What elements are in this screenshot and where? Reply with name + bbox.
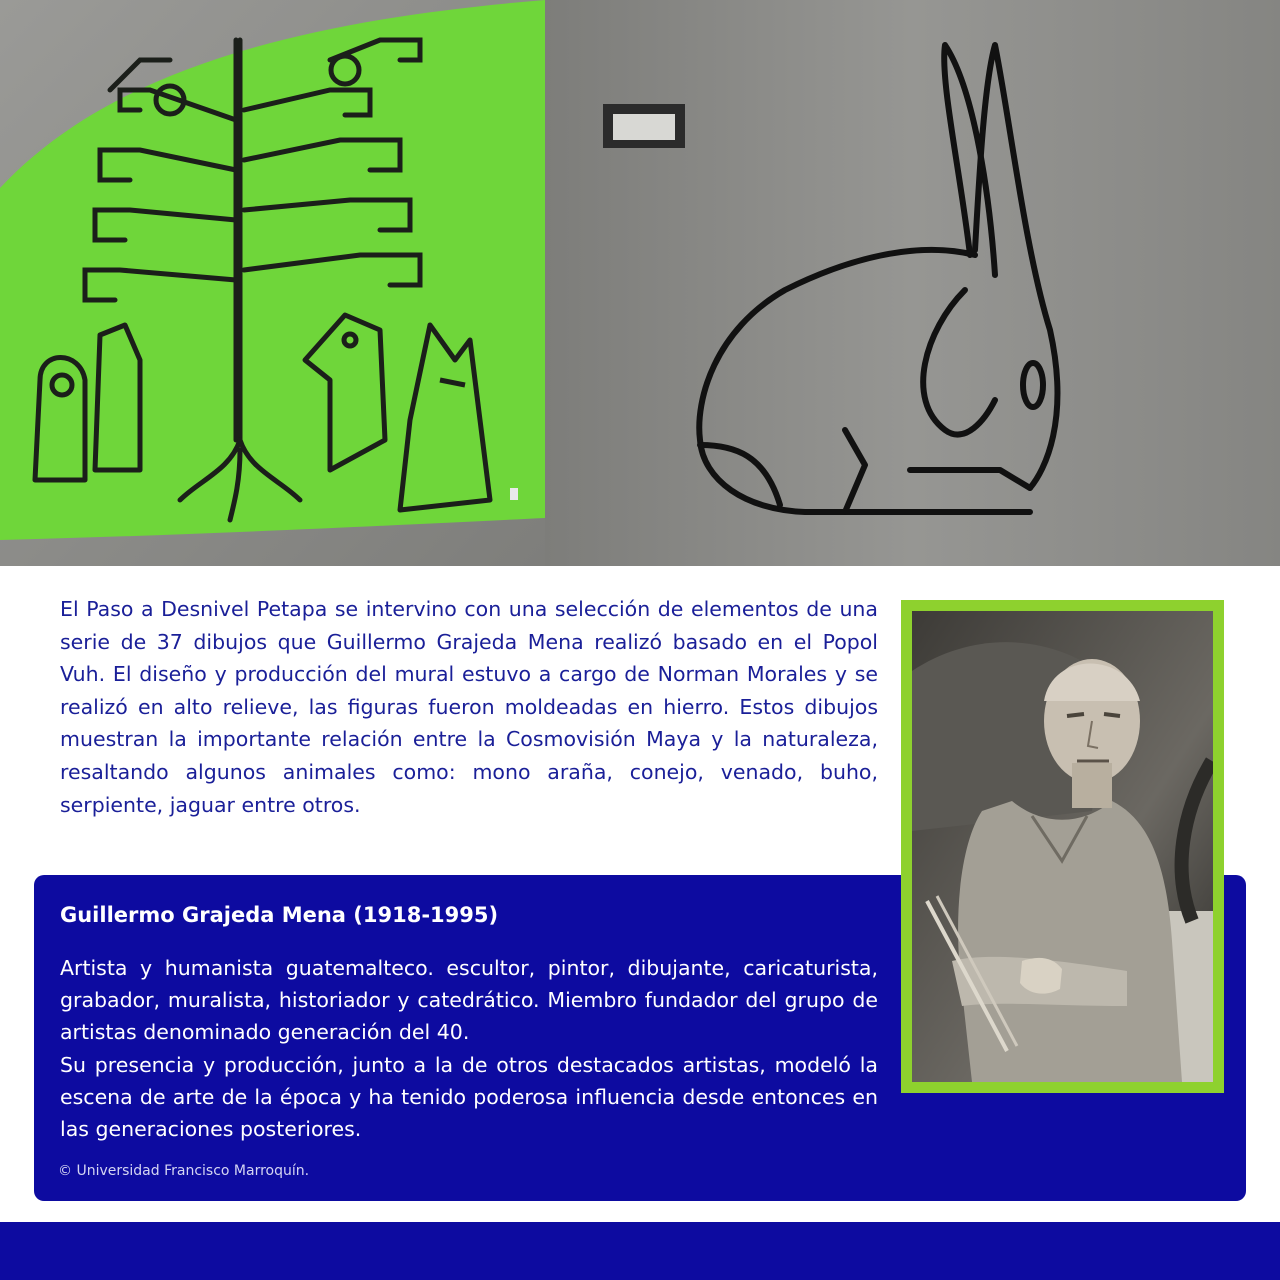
intro-paragraph: El Paso a Desnivel Petapa se intervino con una selección de elementos de una serie de 37 dibujos que Guillermo Grajeda Mena realizó basado en el Popol Vuh. El diseño y producción del mural estuvo a cargo de Norman Morales y se realizó en alto relieve, las figuras fueron moldeadas en hierro. Estos dibujos muestran la importante relación entre la Cosmovisión Maya y la naturaleza, resaltando algunos animales como: mono araña, conejo, venado, buho, serpiente, jaguar entre otros. (60, 597, 878, 817)
footer-band (0, 1222, 1280, 1280)
biography-paragraph-2: Su presencia y producción, junto a la de otros destacados artistas, modeló la escena de arte de la época y ha tenido poderosa influencia desde entonces en las generaciones posteriores. (60, 1052, 878, 1142)
biography-text (60, 952, 878, 1145)
mural-photos (0, 0, 1280, 566)
biography-paragraph-1: Artista y humanista guatemalteco. escultor, pintor, dibujante, caricaturista, grabador, muralista, historiador y catedrático. Miembro fundador del grupo de artistas denominado generación del 40. (60, 956, 878, 1045)
tree-mural-photo (0, 0, 545, 566)
portrait-frame (901, 600, 1224, 1093)
artist-portrait (912, 611, 1213, 1082)
copyright-credit: © Universidad Francisco Marroquín. (58, 1163, 310, 1179)
biography-title: Guillermo Grajeda Mena (1918-1995) (60, 903, 499, 927)
rabbit-mural-photo (545, 0, 1280, 566)
